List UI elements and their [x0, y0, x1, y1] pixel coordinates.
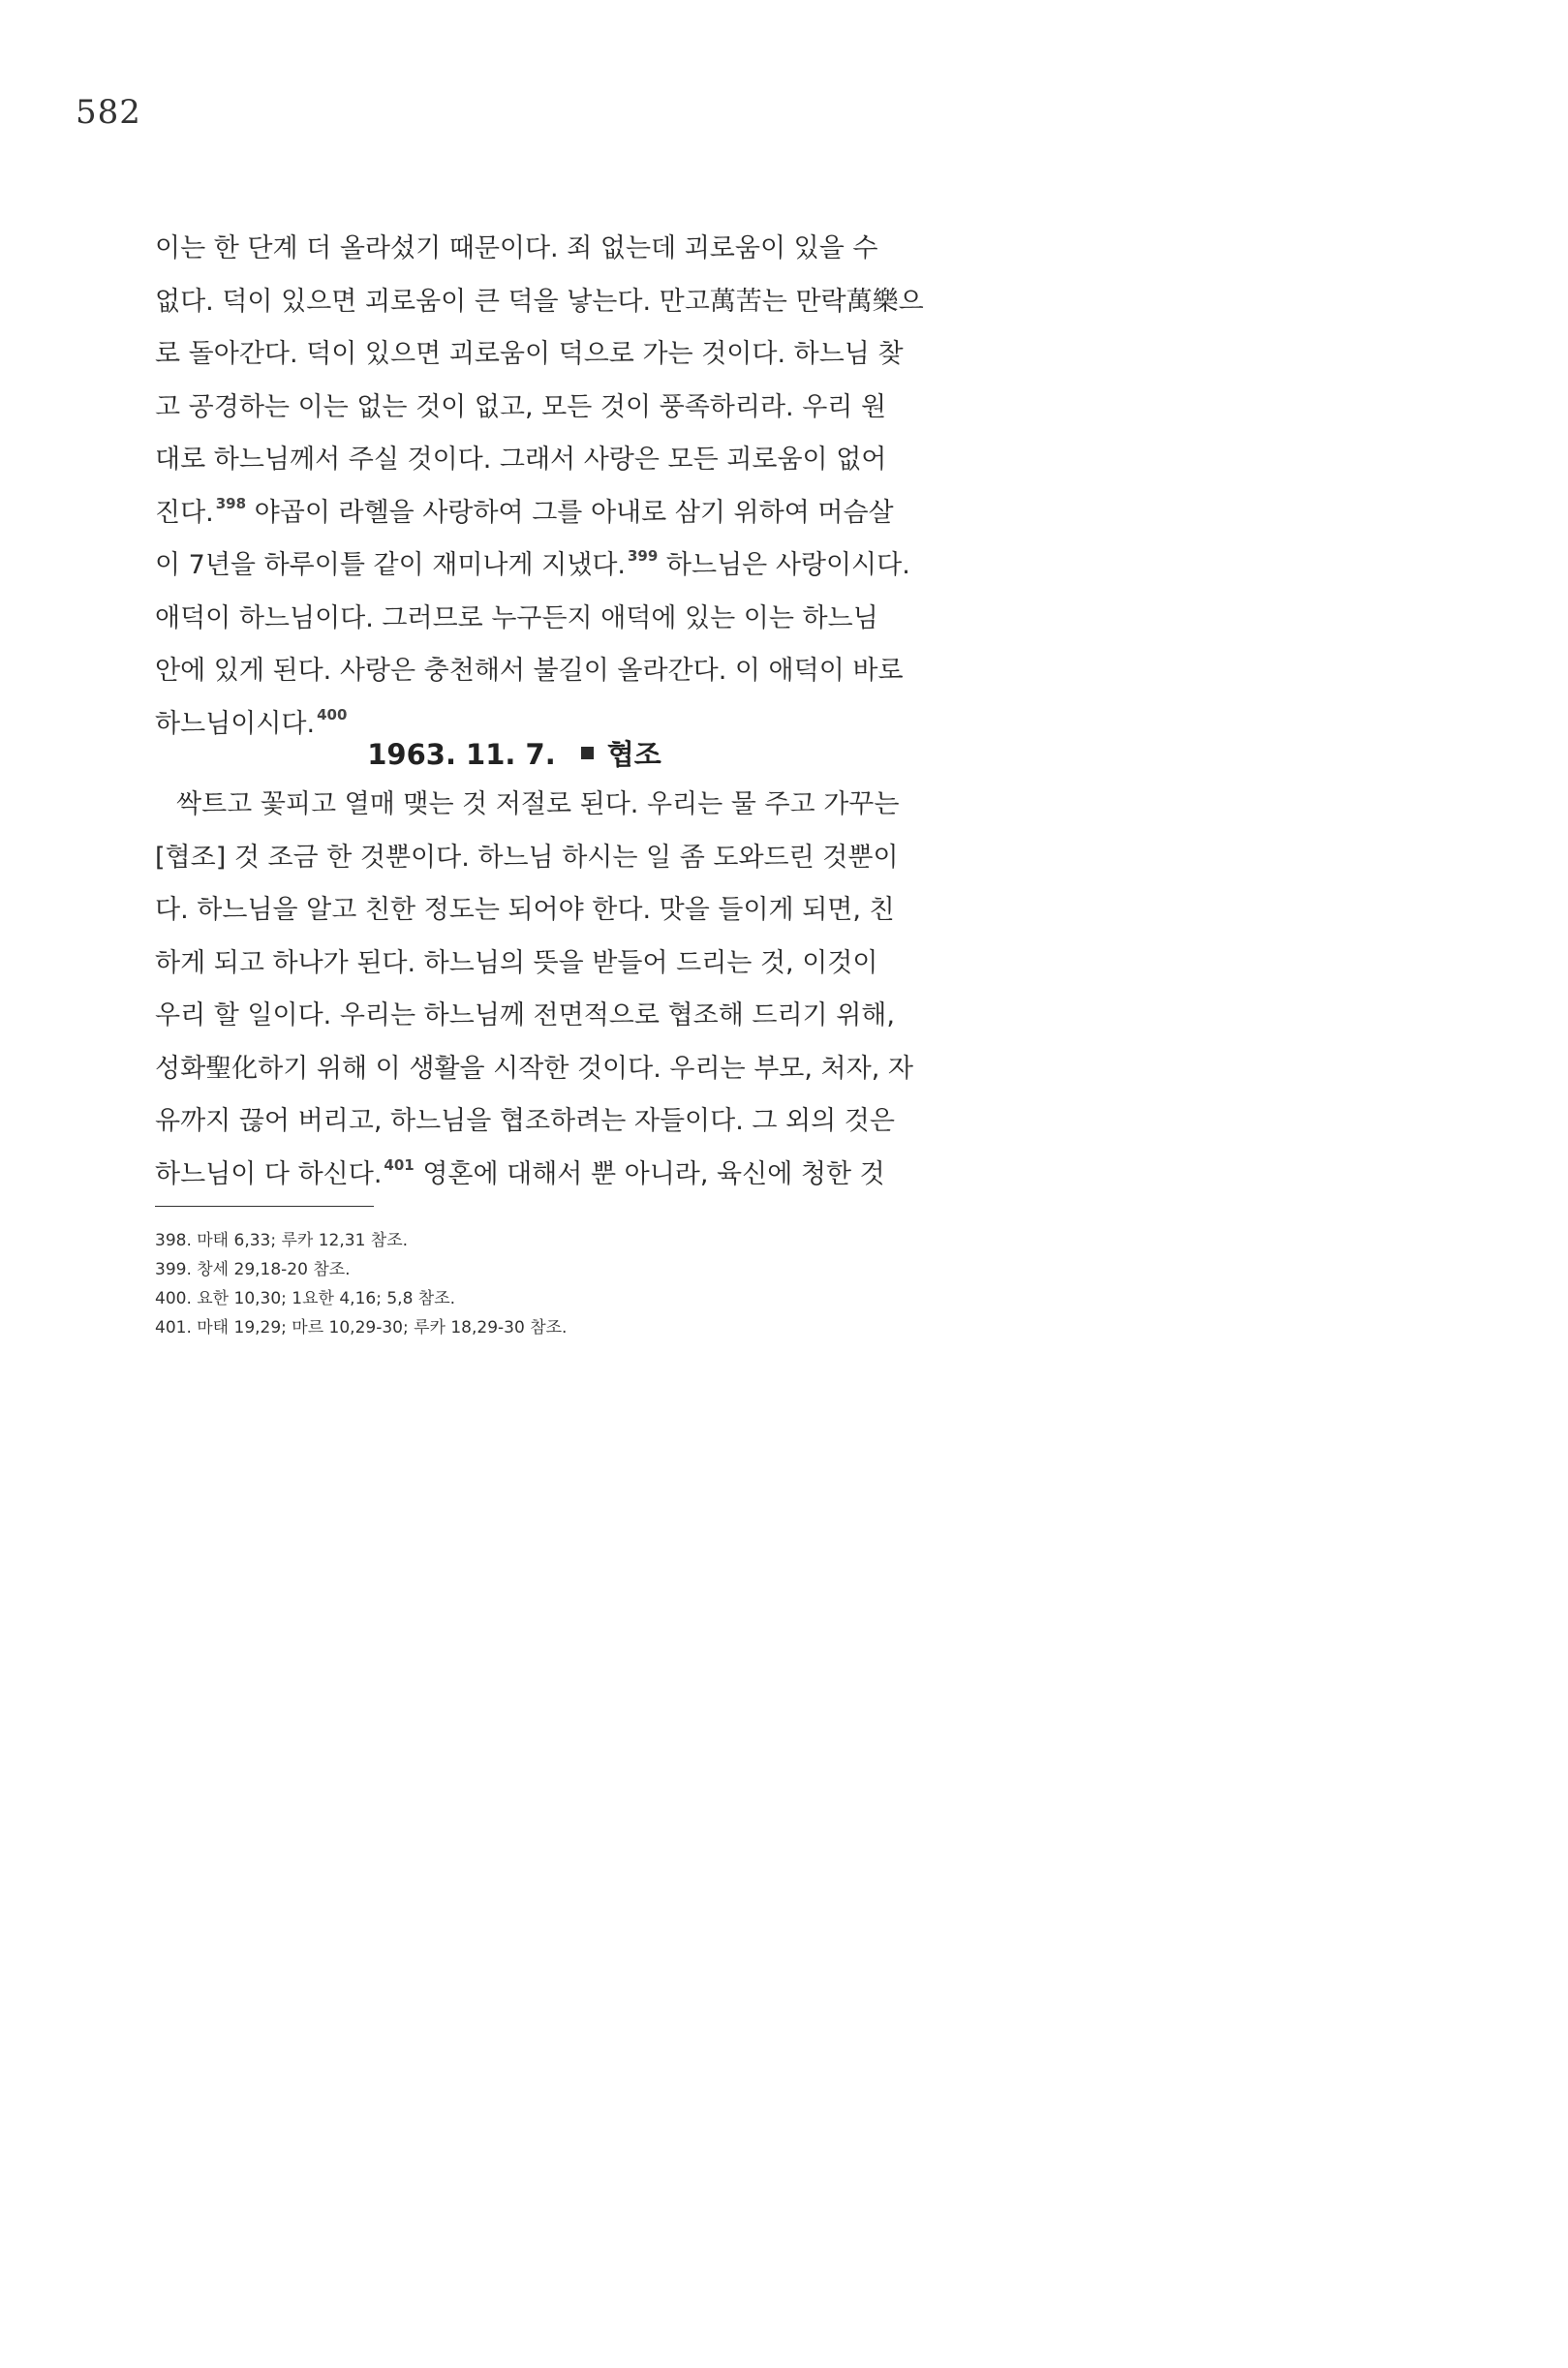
- text-line: 유까지 끊어 버리고, 하느님을 협조하려는 자들이다. 그 외의 것은: [155, 1106, 895, 1136]
- footnote-item: 398. 마태 6,33; 루카 12,31 참조.: [155, 1231, 409, 1250]
- text-line: 우리 할 일이다. 우리는 하느님께 전면적으로 협조해 드리기 위해,: [155, 1000, 895, 1030]
- text-line: 하게 되고 하나가 된다. 하느님의 뜻을 받들어 드리는 것, 이것이: [155, 947, 878, 978]
- paragraph-1: [155, 223, 924, 751]
- text-line: 애덕이 하느님이다. 그러므로 누구든지 애덕에 있는 이는 하느님: [155, 602, 878, 633]
- footnote-divider: [155, 1206, 374, 1207]
- section-title: 협조: [606, 738, 661, 771]
- page-number: 582: [76, 93, 141, 132]
- text-line: 로 돌아간다. 덕이 있으면 괴로움이 덕으로 가는 것이다. 하느님 찾: [155, 339, 904, 369]
- text-fragment: 하느님이시다.: [155, 708, 316, 739]
- section-heading: [0, 733, 1029, 773]
- text-fragment: 하느님은 사랑이시다.: [665, 550, 910, 580]
- text-line: [155, 539, 910, 593]
- text-line: 대로 하느님께서 주실 것이다. 그래서 사랑은 모든 괴로움이 없어: [155, 445, 887, 475]
- footnotes: [155, 1226, 567, 1342]
- footnote-reference: 400: [317, 705, 348, 723]
- paragraph-2: [155, 779, 913, 1201]
- footnote-item: 401. 마태 19,29; 마르 10,29-30; 루카 18,29-30 참조.: [155, 1318, 568, 1338]
- text-line: 성화聖化하기 위해 이 생활을 시작한 것이다. 우리는 부모, 처자, 자: [155, 1053, 913, 1084]
- text-line: [155, 487, 894, 540]
- footnote-item: 399. 창세 29,18-20 참조.: [155, 1260, 351, 1279]
- footnote-reference: 399: [628, 547, 659, 565]
- text-fragment: 영혼에 대해서 뿐 아니라, 육신에 청한 것: [422, 1158, 885, 1189]
- text-fragment: 하느님이 다 하신다.: [155, 1158, 383, 1189]
- text-fragment: 진다.: [155, 497, 214, 528]
- text-line: 없다. 덕이 있으면 괴로움이 큰 덕을 낳는다. 만고萬苦는 만락萬樂으: [155, 286, 924, 317]
- text-line: 이는 한 단계 더 올라섰기 때문이다. 죄 없는데 괴로움이 있을 수: [155, 233, 878, 263]
- text-line: 안에 있게 된다. 사랑은 충천해서 불길이 올라간다. 이 애덕이 바로: [155, 656, 904, 686]
- text-line: [협조] 것 조금 한 것뿐이다. 하느님 하시는 일 좀 도와드린 것뿐이: [155, 842, 899, 873]
- text-line: [155, 1149, 885, 1202]
- square-bullet-icon: [581, 747, 594, 759]
- book-page: [0, 0, 1029, 1569]
- section-date: 1963. 11. 7.: [367, 738, 556, 771]
- text-line: 고 공경하는 이는 없는 것이 없고, 모든 것이 풍족하리라. 우리 원: [155, 391, 887, 422]
- footnote-item: 400. 요한 10,30; 1요한 4,16; 5,8 참조.: [155, 1289, 456, 1308]
- footnote-reference: 401: [384, 1155, 415, 1174]
- text-fragment: 이 7년을 하루이틀 같이 재미나게 지냈다.: [155, 550, 626, 580]
- footnote-reference: 398: [215, 494, 247, 512]
- text-line: 다. 하느님을 알고 친한 정도는 되어야 한다. 맛을 들이게 되면, 친: [155, 895, 895, 925]
- text-fragment: 야곱이 라헬을 사랑하여 그를 아내로 삼기 위하여 머슴살: [254, 497, 894, 528]
- text-line: 싹트고 꽃피고 열매 맺는 것 저절로 된다. 우리는 물 주고 가꾸는: [176, 789, 900, 819]
